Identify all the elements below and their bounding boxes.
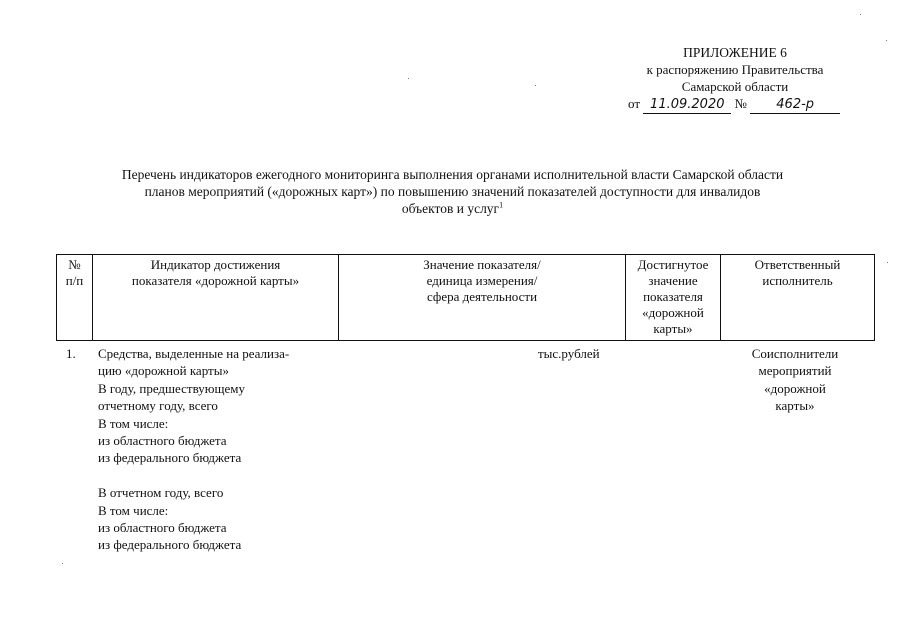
number-handwritten: 462-р xyxy=(750,96,840,114)
document-title xyxy=(40,166,865,217)
indicator-line: из областного бюджета xyxy=(98,433,227,449)
header-value-l2: единица измерения/ xyxy=(426,273,538,288)
footnote-mark: 1 xyxy=(499,200,504,210)
header-responsible-l1: Ответственный xyxy=(754,257,841,272)
scan-speck xyxy=(408,78,409,79)
header-number-l1: № xyxy=(68,257,81,272)
indicator-line-blank xyxy=(98,467,338,484)
title-line-1: Перечень индикаторов ежегодного мониторинга выполнения органами исполнительной власти Самарской области xyxy=(121,167,784,182)
indicator-line: В том числе: xyxy=(98,415,169,431)
row-indicator xyxy=(98,345,338,554)
header-achieved-l1: Достигнутое xyxy=(637,257,709,272)
scan-speck xyxy=(535,85,536,86)
responsible-line: карты» xyxy=(775,398,815,414)
number-prefix: № xyxy=(734,96,747,111)
header-indicator-l2: показателя «дорожной карты» xyxy=(131,273,300,288)
date-prefix: от xyxy=(628,96,641,111)
header-indicator xyxy=(93,255,339,341)
header-value-l1: Значение показателя/ xyxy=(423,257,541,272)
header-number xyxy=(57,255,93,341)
header-responsible-l2: исполнитель xyxy=(762,273,833,288)
scan-speck xyxy=(62,563,63,564)
indicator-line: из федерального бюджета xyxy=(98,450,242,466)
appendix-line-2: Самарской области xyxy=(681,79,789,94)
responsible-line: мероприятий xyxy=(758,363,832,379)
header-value-l3: сфера деятельности xyxy=(426,289,538,304)
indicator-line: из федерального бюджета xyxy=(98,537,242,553)
header-achieved-l3: показателя xyxy=(643,289,703,304)
header-achieved-l2: значение xyxy=(648,273,698,288)
scan-speck xyxy=(886,40,887,41)
date-handwritten: 11.09.2020 xyxy=(643,96,731,114)
indicator-line: В отчетном году, всего xyxy=(98,485,224,501)
header-achieved-l5: карты» xyxy=(653,321,693,336)
row-unit: тыс.рублей xyxy=(538,346,600,361)
indicator-line: В том числе: xyxy=(98,502,169,518)
indicator-line: из областного бюджета xyxy=(98,520,227,536)
title-line-3 xyxy=(40,200,865,217)
indicator-line: отчетному году, всего xyxy=(98,398,218,414)
title-line-3-text: объектов и услуг xyxy=(401,201,500,216)
row-number: 1. xyxy=(66,346,76,361)
header-indicator-l1: Индикатор достижения xyxy=(150,257,281,272)
indicators-table-header xyxy=(56,254,875,341)
appendix-date-line xyxy=(620,95,850,114)
header-achieved-l4: «дорожной xyxy=(642,305,704,320)
indicator-line: Средства, выделенные на реализа- xyxy=(98,346,290,361)
indicator-line: В году, предшествующему xyxy=(98,380,246,396)
appendix-block xyxy=(620,44,850,114)
header-value xyxy=(339,255,626,341)
header-achieved xyxy=(626,255,721,341)
indicator-line: цию «дорожной карты» xyxy=(98,363,229,379)
row-responsible xyxy=(720,345,870,415)
title-line-2: планов мероприятий («дорожных карт») по повышению значений показателей доступности для инвалидов xyxy=(144,184,761,199)
appendix-line-1: к распоряжению Правительства xyxy=(646,62,824,77)
responsible-line: «дорожной xyxy=(764,380,826,396)
header-responsible xyxy=(721,255,875,341)
scan-speck xyxy=(887,262,888,263)
scan-speck xyxy=(860,14,861,15)
appendix-title: ПРИЛОЖЕНИЕ 6 xyxy=(683,45,787,60)
responsible-line: Соисполнители xyxy=(751,346,839,361)
header-number-l2: п/п xyxy=(65,273,84,288)
